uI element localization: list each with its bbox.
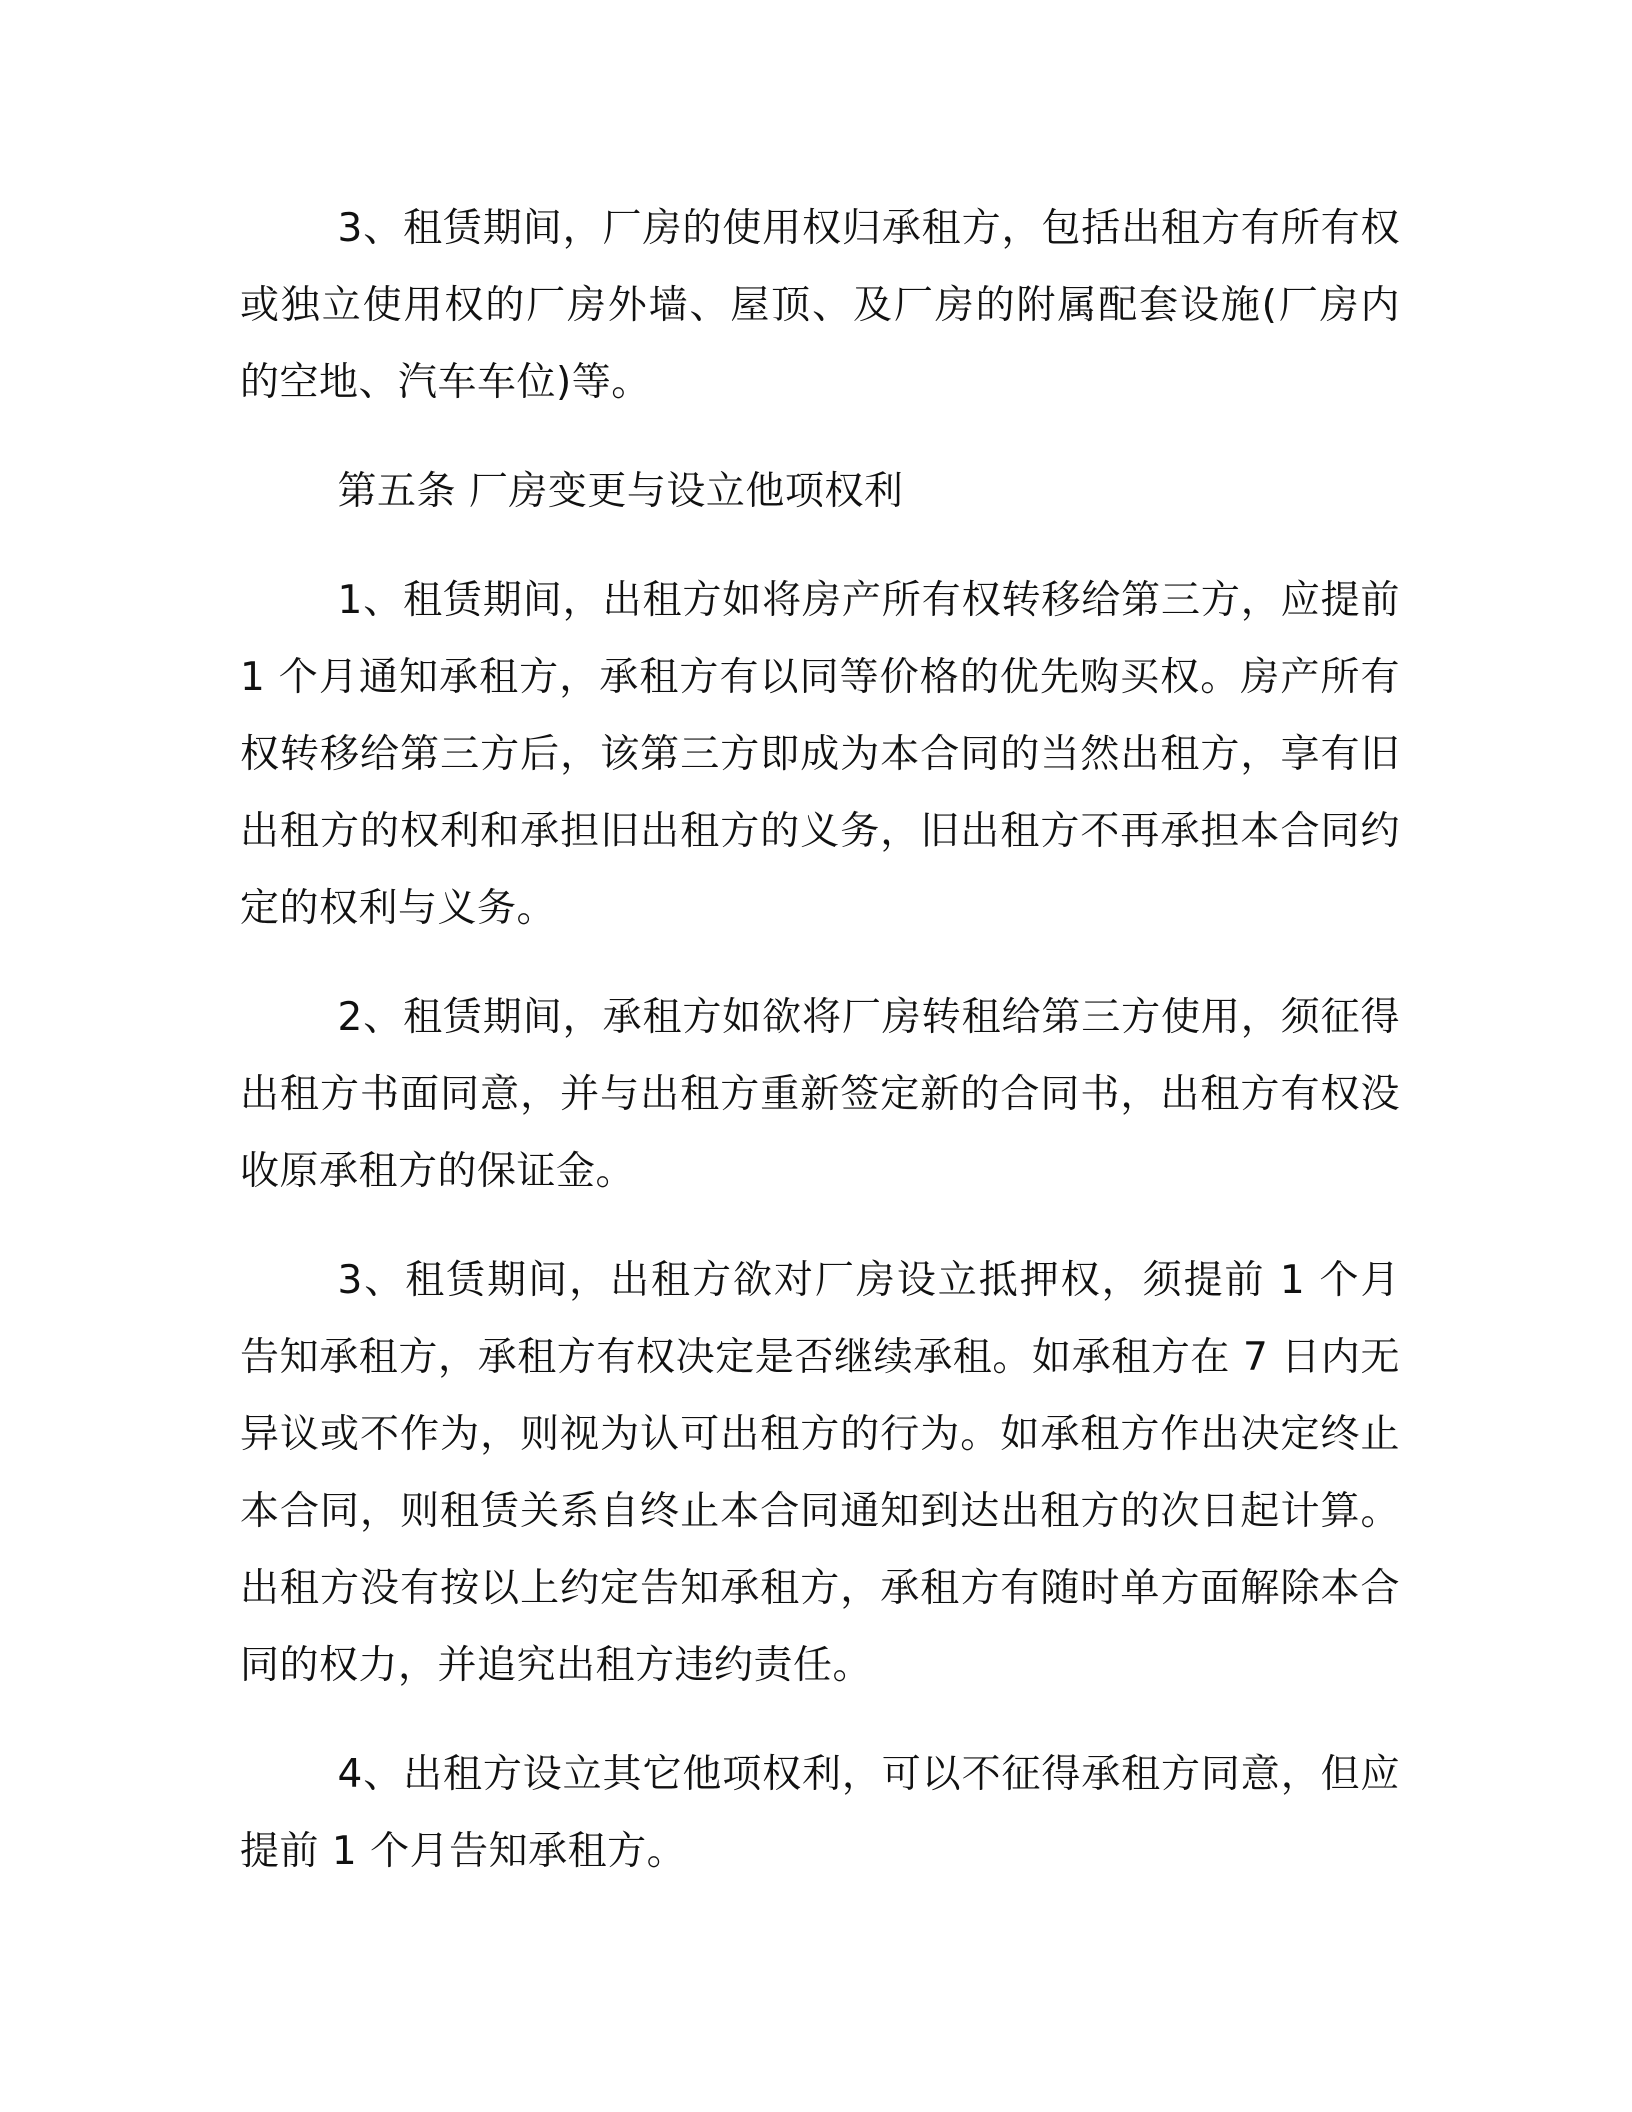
paragraph-1-ownership-transfer: 1、租赁期间，出租方如将房产所有权转移给第三方，应提前 1 个月通知承租方，承租方有以同等价格的优先购买权。房产所有权转移给第三方后，该第三方即成为本合同的当然出租方，享有旧出租方的权利和承担旧出租方的义务，旧出租方不再承担本合同约定的权利与义务。 [240, 578, 1400, 931]
paragraph-3-usage-rights: 3、租赁期间，厂房的使用权归承租方，包括出租方有所有权或独立使用权的厂房外墙、屋顶、及厂房的附属配套设施(厂房内的空地、汽车车位)等。 [240, 206, 1400, 405]
paragraph-4-other-rights: 4、出租方设立其它他项权利，可以不征得承租方同意，但应提前 1 个月告知承租方。 [240, 1752, 1400, 1874]
paragraph-3-mortgage: 3、租赁期间，出租方欲对厂房设立抵押权，须提前 1 个月告知承租方，承租方有权决定是否继续承租。如承租方在 7 日内无异议或不作为，则视为认可出租方的行为。如承租方作出决定终止本合同，则租赁关系自终止本合同通知到达出租方的次日起计算。出租方没有按以上约定告知承租方，承租方有随时单方面解除本合同的权力，并追究出租方违约责任。 [240, 1258, 1400, 1688]
article-5-heading: 第五条 厂房变更与设立他项权利 [337, 469, 904, 514]
paragraph-2-sublease: 2、租赁期间，承租方如欲将厂房转租给第三方使用，须征得出租方书面同意，并与出租方重新签定新的合同书，出租方有权没收原承租方的保证金。 [240, 995, 1400, 1194]
document-body [240, 190, 1400, 1890]
